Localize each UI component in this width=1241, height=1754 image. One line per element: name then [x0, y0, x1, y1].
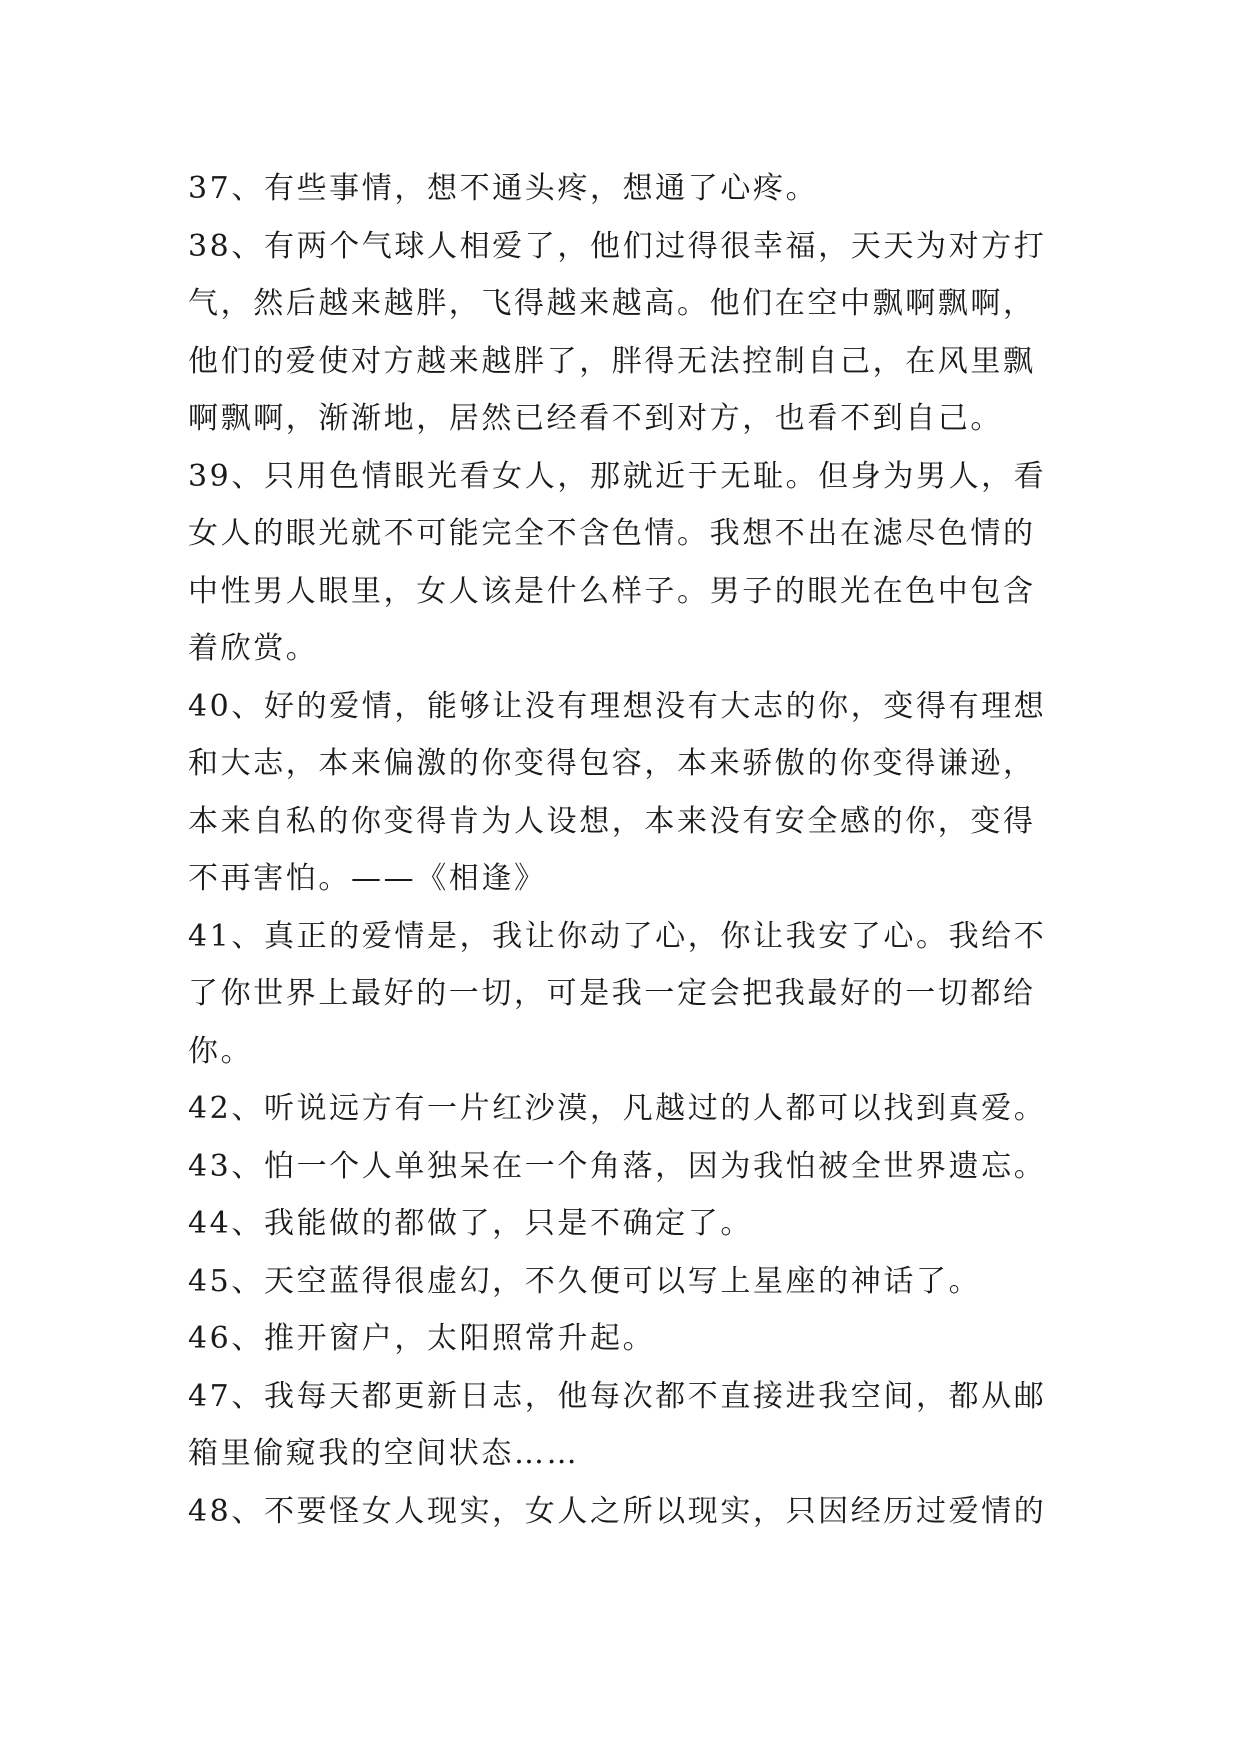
text-line: 中性男人眼里，女人该是什么样子。男子的眼光在色中包含: [188, 573, 1036, 609]
text-line: 你。: [188, 1033, 254, 1069]
text-line: 不再害怕。——《相逢》: [188, 861, 547, 896]
text-line: 他们的爱使对方越来越胖了，胖得无法控制自己，在风里飘: [188, 343, 1036, 379]
text-line: 42、听说远方有一片红沙漠，凡越过的人都可以找到真爱。: [188, 1091, 1047, 1126]
paragraph: [188, 1138, 1068, 1196]
document-body: [188, 160, 1068, 1540]
text-line: 女人的眼光就不可能完全不含色情。我想不出在滤尽色情的: [188, 516, 1036, 551]
text-line: 箱里偷窥我的空间状态……: [188, 1436, 580, 1471]
text-line: 39、只用色情眼光看女人，那就近于无耻。但身为男人，看: [188, 458, 1047, 494]
text-line: 40、好的爱情，能够让没有理想没有大志的你，变得有理想: [188, 688, 1047, 724]
text-line: 41、真正的爱情是，我让你动了心，你让我安了心。我给不: [188, 918, 1047, 954]
text-line: 气，然后越来越胖，飞得越来越高。他们在空中飘啊飘啊，: [188, 286, 1036, 321]
paragraph: [188, 1253, 1068, 1311]
paragraph: [188, 448, 1068, 678]
text-line: 46、推开窗户，太阳照常升起。: [188, 1321, 656, 1356]
text-line: 48、不要怪女人现实，女人之所以现实，只因经历过爱情的: [188, 1493, 1047, 1529]
paragraph: [188, 218, 1068, 448]
paragraph: [188, 160, 1068, 218]
text-line: 本来自私的你变得肯为人设想，本来没有安全感的你，变得: [188, 803, 1036, 839]
paragraph: [188, 1080, 1068, 1138]
text-line: 47、我每天都更新日志，他每次都不直接进我空间，都从邮: [188, 1378, 1047, 1414]
text-line: 啊飘啊，渐渐地，居然已经看不到对方，也看不到自己。: [188, 401, 1003, 436]
paragraph: [188, 1483, 1068, 1541]
paragraph: [188, 1368, 1068, 1483]
text-line: 着欣赏。: [188, 631, 319, 666]
text-line: 了你世界上最好的一切，可是我一定会把我最好的一切都给: [188, 976, 1036, 1011]
paragraph: [188, 678, 1068, 908]
text-line: 38、有两个气球人相爱了，他们过得很幸福，天天为对方打: [188, 228, 1047, 264]
paragraph: [188, 1195, 1068, 1253]
paragraph: [188, 1310, 1068, 1368]
text-line: 43、怕一个人单独呆在一个角落，因为我怕被全世界遗忘。: [188, 1148, 1047, 1184]
text-line: 45、天空蓝得很虚幻，不久便可以写上星座的神话了。: [188, 1263, 982, 1299]
text-line: 和大志，本来偏激的你变得包容，本来骄傲的你变得谦逊，: [188, 746, 1036, 781]
paragraph: [188, 908, 1068, 1081]
text-line: 37、有些事情，想不通头疼，想通了心疼。: [188, 171, 819, 206]
text-line: 44、我能做的都做了，只是不确定了。: [188, 1206, 753, 1241]
